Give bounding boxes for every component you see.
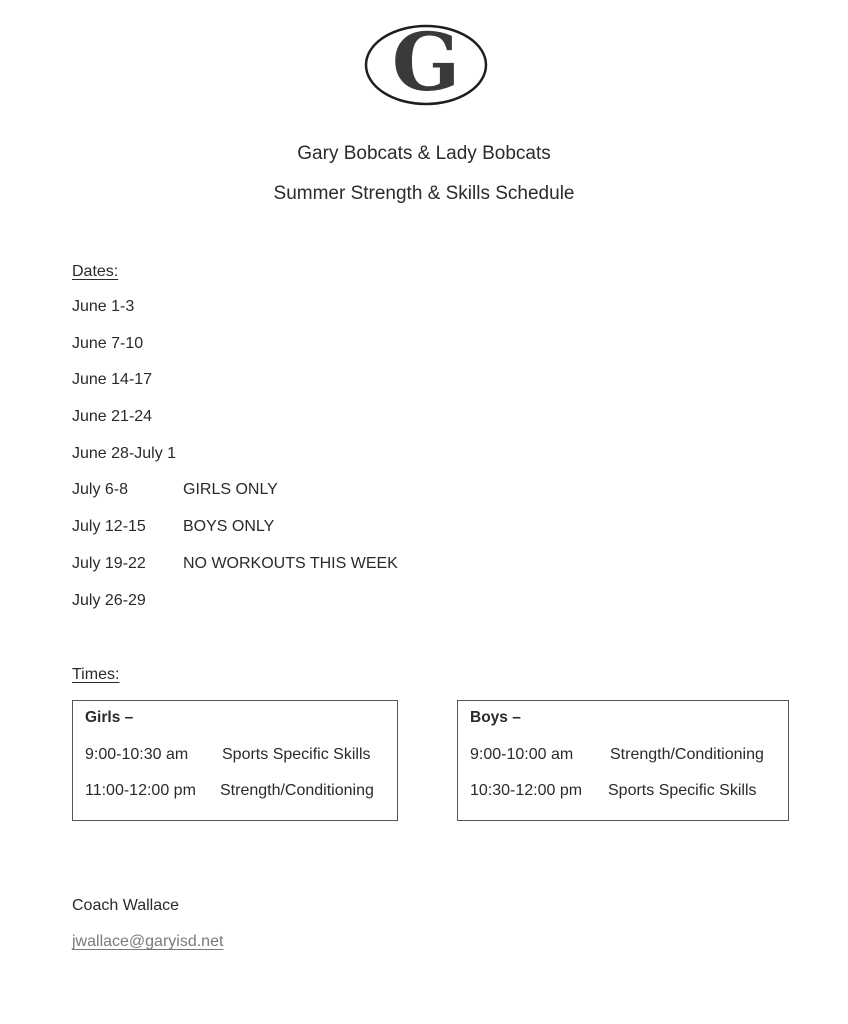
date-note: GIRLS ONLY: [183, 481, 278, 499]
date-range: June 1-3: [72, 298, 135, 315]
date-range: July 26-29: [72, 591, 146, 609]
date-row: [72, 481, 398, 518]
date-range: July 12-15: [72, 518, 146, 536]
date-row: [72, 592, 398, 629]
dates-list: [72, 298, 398, 628]
date-row: [72, 335, 398, 372]
date-row: [72, 445, 398, 482]
date-range: July 19-22: [72, 554, 146, 572]
date-row: [72, 408, 398, 445]
slot-activity: Strength/Conditioning: [610, 746, 764, 763]
time-slot: [85, 746, 371, 764]
girls-heading: Girls –: [85, 709, 134, 726]
slot-time: 10:30-12:00 pm: [470, 782, 583, 799]
slot-activity: Sports Specific Skills: [608, 782, 757, 799]
boys-heading: Boys –: [470, 709, 521, 726]
coach-name: Coach Wallace: [72, 897, 180, 914]
date-row: [72, 371, 398, 408]
date-range: June 28-July 1: [72, 444, 177, 462]
date-note: BOYS ONLY: [183, 518, 275, 536]
slot-time: 9:00-10:00 am: [470, 746, 574, 763]
date-row: [72, 555, 398, 592]
page-subtitle: Summer Strength & Skills Schedule: [273, 183, 575, 204]
date-row: [72, 298, 398, 335]
date-range: June 14-17: [72, 371, 153, 389]
page-title: Gary Bobcats & Lady Bobcats: [297, 143, 551, 164]
gary-g-logo: [364, 24, 488, 106]
time-slot: [85, 782, 374, 800]
boys-times-box: [457, 700, 789, 821]
date-note: NO WORKOUTS THIS WEEK: [183, 554, 398, 572]
time-slot: [470, 782, 757, 800]
slot-time: 9:00-10:30 am: [85, 746, 189, 763]
date-row: [72, 518, 398, 555]
date-range: July 6-8: [72, 481, 129, 499]
logo-letter: G: [391, 24, 461, 106]
dates-label: Dates:: [72, 263, 119, 280]
slot-time: 11:00-12:00 pm: [85, 782, 196, 799]
times-label: Times:: [72, 666, 120, 683]
time-slot: [470, 746, 764, 764]
slot-activity: Sports Specific Skills: [222, 746, 371, 763]
coach-email-link[interactable]: jwallace@garyisd.net: [72, 933, 224, 950]
slot-activity: Strength/Conditioning: [220, 782, 374, 799]
girls-times-box: [72, 700, 398, 821]
date-range: June 21-24: [72, 408, 153, 426]
date-range: June 7-10: [72, 334, 144, 352]
